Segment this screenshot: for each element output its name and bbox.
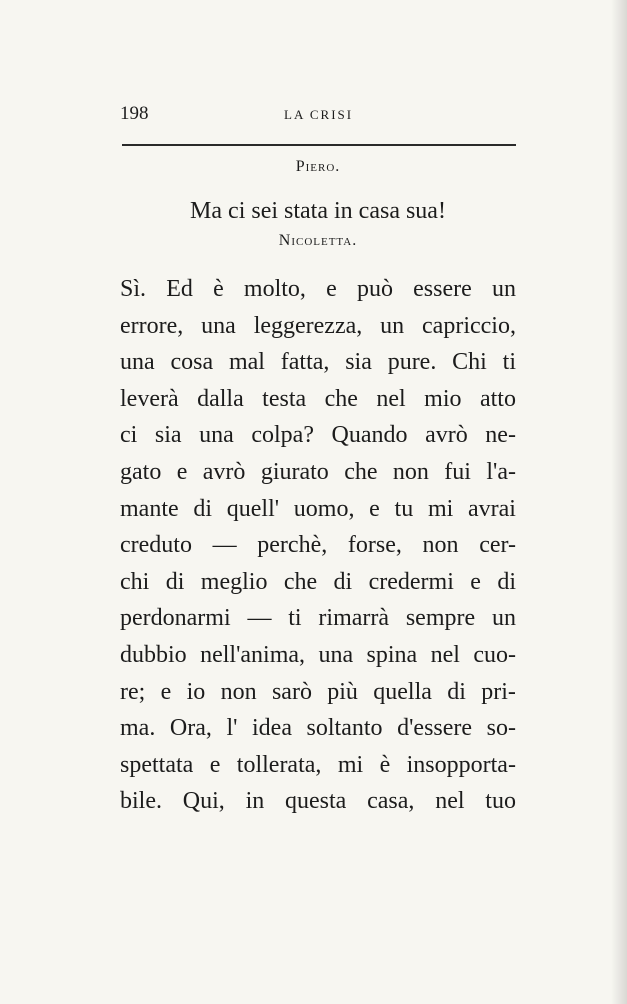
header-rule xyxy=(122,144,516,146)
page-edge xyxy=(611,0,627,1004)
dialogue-line: ma. Ora, l' idea soltanto d'essere so- xyxy=(120,715,516,742)
speaker-name-nicoletta: Nicoletta. xyxy=(278,232,358,249)
dialogue-line: mante di quell' uomo, e tu mi avrai xyxy=(120,495,516,522)
dialogue-line: creduto — perchè, forse, non cer- xyxy=(120,532,516,559)
dialogue-line: leverà dalla testa che nel mio atto xyxy=(120,385,516,412)
page-header xyxy=(120,100,516,128)
dialogue-line: spettata e tollerata, mi è insopporta- xyxy=(120,751,516,778)
dialogue-line: Sì. Ed è molto, e può essere un xyxy=(120,276,516,302)
speaker-name-piero: Piero. xyxy=(295,158,341,175)
dialogue-line: dubbio nell'anima, una spina nel cuo- xyxy=(120,642,516,668)
page-number: 198 xyxy=(120,103,149,124)
dialogue-line: errore, una leggerezza, un capriccio, xyxy=(120,312,516,339)
dialogue-line: gato e avrò giurato che non fui l'a- xyxy=(120,459,516,485)
dialogue-line: una cosa mal fatta, sia pure. Chi ti xyxy=(120,349,516,376)
dialogue-line: re; e io non sarò più quella di pri- xyxy=(120,678,516,705)
dialogue-line: perdonarmi — ti rimarrà sempre un xyxy=(120,605,516,632)
dialogue-line: ci sia una colpa? Quando avrò ne- xyxy=(120,422,516,449)
dialogue-line: chi di meglio che di credermi e di xyxy=(120,568,516,595)
dialogue-line: Ma ci sei stata in casa sua! xyxy=(190,198,446,224)
dialogue-line: bile. Qui, in questa casa, nel tuo xyxy=(120,788,516,815)
running-title: LA CRISI xyxy=(284,107,354,122)
